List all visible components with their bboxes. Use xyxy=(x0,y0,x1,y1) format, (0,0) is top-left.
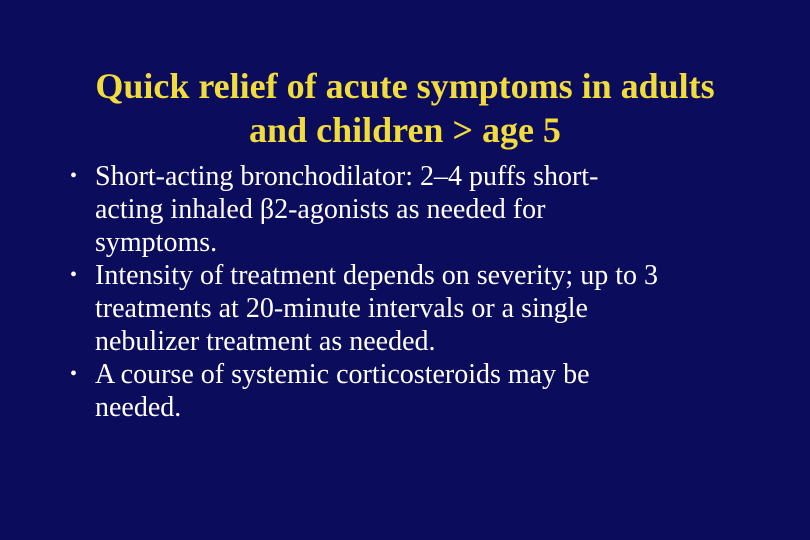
bullet-text-line: acting inhaled β2-agonists as needed for xyxy=(95,194,546,225)
bullet-text-line: Short-acting bronchodilator: 2–4 puffs short- xyxy=(95,161,599,192)
bullet-text-line: symptoms. xyxy=(95,227,218,258)
bullet-marker: • xyxy=(70,363,78,385)
slide-title-line-2: and children > age 5 xyxy=(249,110,561,151)
bullet-text-line: Intensity of treatment depends on severity; up to 3 xyxy=(95,260,658,291)
bullet-text-line: needed. xyxy=(95,392,182,423)
bullet-text-line: nebulizer treatment as needed. xyxy=(95,326,436,357)
bullet-text-line: A course of systemic corticosteroids may be xyxy=(95,359,590,390)
bullet-item-intensity xyxy=(70,259,785,358)
bullet-text-line: treatments at 20-minute intervals or a single xyxy=(95,293,588,324)
slide-title-line-1: Quick relief of acute symptoms in adults xyxy=(95,66,715,107)
bullet-marker: • xyxy=(70,264,78,286)
slide-title xyxy=(40,64,770,152)
bullet-item-corticosteroids xyxy=(70,358,785,424)
bullet-marker: • xyxy=(70,165,78,187)
bullet-list xyxy=(70,160,785,424)
bullet-item-bronchodilator xyxy=(70,160,785,259)
